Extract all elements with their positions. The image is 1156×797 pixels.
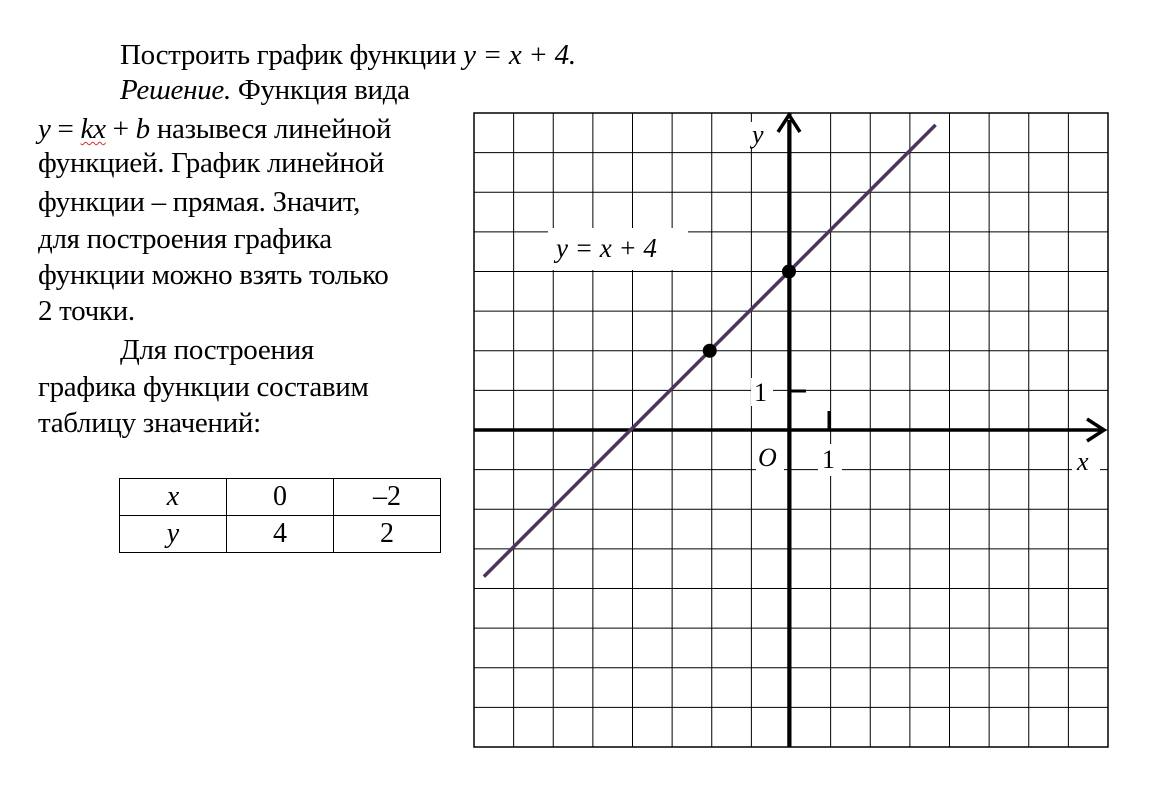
formula-eq: = (50, 113, 81, 145)
formula-y: y (38, 113, 51, 145)
text-line-6: функции можно взять только (38, 259, 389, 291)
graph-point (782, 265, 796, 279)
x-unit-label: 1 (822, 445, 835, 474)
y-unit-label: 1 (754, 378, 767, 407)
table-cell: 4 (227, 516, 334, 553)
solution-line1-rest: Функция вида (230, 74, 410, 106)
text-line-8: Для построения (120, 334, 314, 366)
formula-plus: + (105, 113, 136, 145)
formula-b: b (135, 113, 150, 145)
text-line-4: функции – прямая. Значит, (38, 186, 361, 218)
origin-label: O (758, 443, 777, 472)
task-prefix: Построить график функции (120, 39, 464, 71)
table-cell: y (120, 516, 227, 553)
graph-point (703, 344, 717, 358)
task-formula: y = x + 4. (463, 39, 576, 71)
table-cell: 0 (227, 479, 334, 516)
function-label: y = x + 4 (556, 233, 657, 263)
table-cell: –2 (334, 479, 441, 516)
x-axis-label: x (1077, 447, 1089, 476)
text-line-5: для построения графика (38, 223, 332, 255)
solution-label: Решение. (120, 74, 231, 106)
formula-rest: назывеся линейной (149, 113, 392, 145)
text-line-9: графика функции составим (38, 371, 369, 403)
text-line-7: 2 точки. (38, 295, 135, 327)
table-cell: x (120, 479, 227, 516)
table-cell: 2 (334, 516, 441, 553)
text-line-10: таблицу значений: (38, 407, 261, 439)
formula-kx: kx (80, 113, 106, 145)
y-axis-label: y (752, 120, 764, 149)
text-line-3: функцией. График линейной (38, 147, 385, 179)
